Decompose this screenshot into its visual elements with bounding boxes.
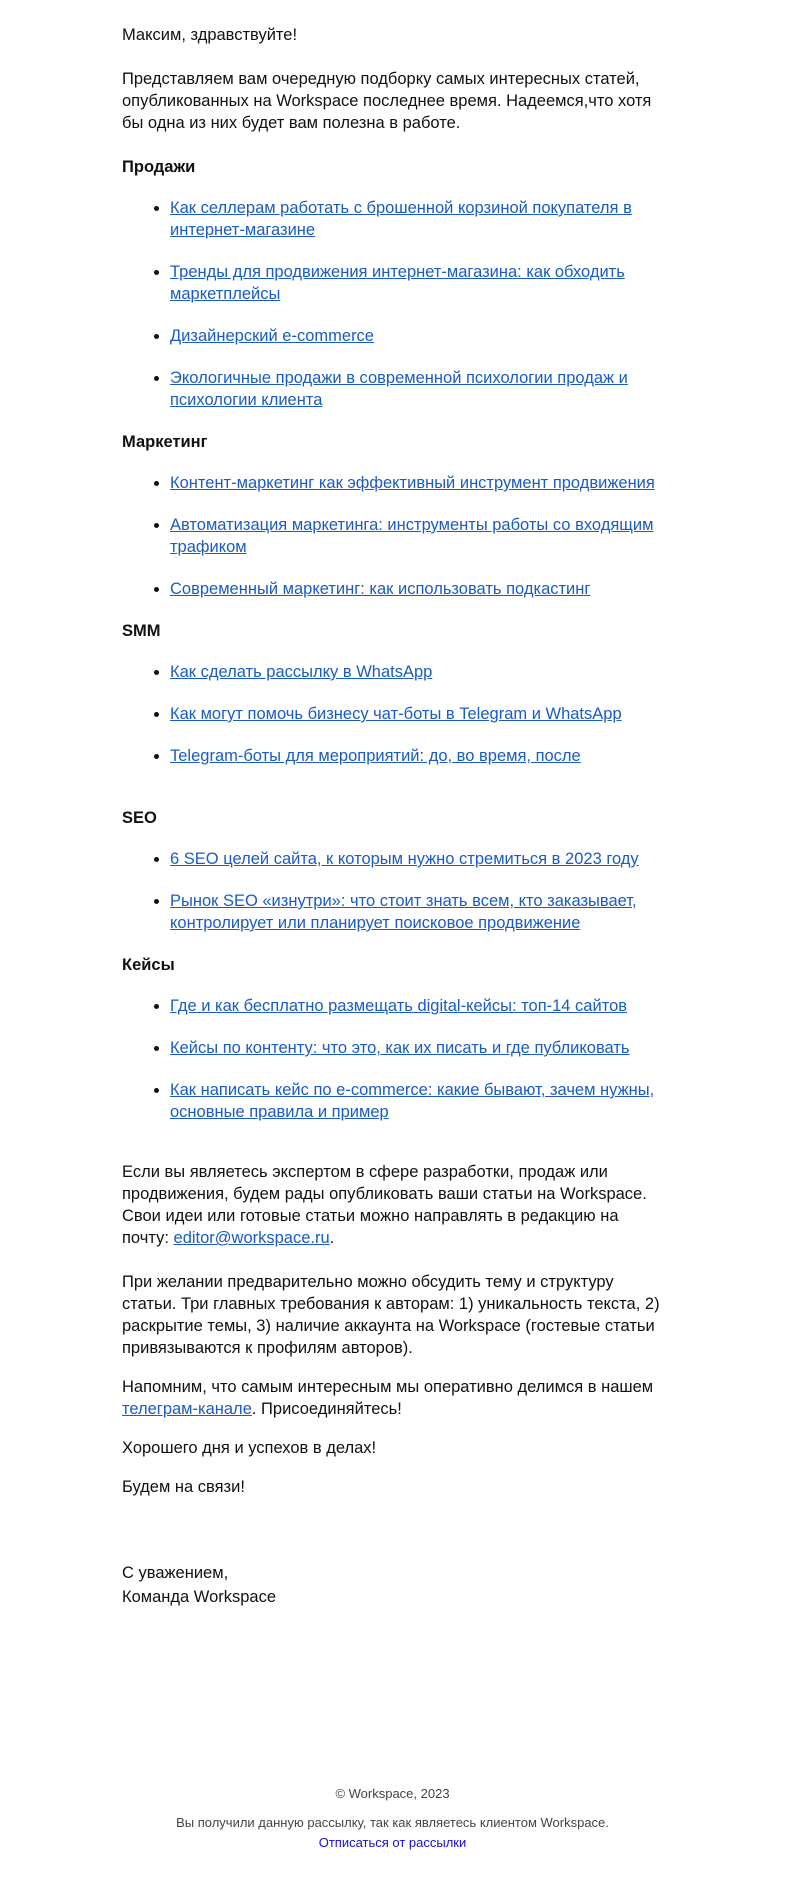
list-item: [170, 197, 667, 241]
article-link[interactable]: 6 SEO целей сайта, к которым нужно стремиться в 2023 году: [170, 850, 639, 868]
requirements-paragraph: При желании предварительно можно обсудить тему и структуру статьи. Три главных требования к авторам: 1) уникальность текста, 2) раскрытие темы, 3) наличие аккаунта на Workspace (гостевые статьи привязываются к профилям авторов).: [122, 1273, 660, 1357]
section-title-smm: SMM: [122, 622, 161, 640]
signature-line-2: Команда Workspace: [122, 1588, 277, 1606]
list-item: [170, 514, 667, 558]
signature-line-1: С уважением,: [122, 1564, 229, 1582]
expert-paragraph: [122, 1161, 667, 1249]
section-title-cases: Кейсы: [122, 956, 175, 974]
intro-text: Представляем вам очередную подборку самых интересных статей, опубликованных на Workspace последнее время. Надеемся,что хотя бы одна из них будет вам полезна в работе.: [122, 70, 652, 132]
list-item: [170, 848, 667, 870]
article-link[interactable]: Тренды для продвижения интернет-магазина: как обходить маркетплейсы: [170, 263, 625, 303]
greeting-text: Максим, здравствуйте!: [122, 26, 298, 44]
list-item: [170, 995, 667, 1017]
list-item: [170, 890, 667, 934]
unsubscribe-link[interactable]: Отписаться от рассылки: [318, 1835, 467, 1850]
article-link[interactable]: Рынок SEO «изнутри»: что стоит знать всем, кто заказывает, контролирует или планирует поисковое продвижение: [170, 892, 637, 932]
article-link[interactable]: Экологичные продажи в современной психологии продаж и психологии клиента: [170, 369, 628, 409]
section-title-seo: SEO: [122, 809, 157, 827]
article-list-seo: [122, 848, 667, 934]
editor-email-link[interactable]: editor@workspace.ru: [173, 1229, 330, 1247]
article-list-marketing: [122, 472, 667, 600]
list-item: [170, 661, 667, 683]
list-item: [170, 1079, 667, 1123]
list-item: [170, 325, 667, 347]
keep-in-touch-text: Будем на связи!: [122, 1478, 245, 1496]
article-link[interactable]: Telegram-боты для мероприятий: до, во время, после: [170, 747, 581, 765]
section-title-sales: Продажи: [122, 158, 196, 176]
telegram-channel-link[interactable]: телеграм-канале: [122, 1400, 252, 1418]
email-body: [122, 24, 667, 1609]
article-link[interactable]: Как селлерам работать с брошенной корзиной покупателя в интернет-магазине: [170, 199, 632, 239]
telegram-paragraph: [122, 1376, 667, 1420]
unsubscribe-container: [0, 1835, 785, 1850]
section-title-marketing: Маркетинг: [122, 433, 208, 451]
telegram-prefix: Напомним, что самым интересным мы оперативно делимся в нашем: [122, 1378, 654, 1396]
list-item: [170, 367, 667, 411]
article-link[interactable]: Как сделать рассылку в WhatsApp: [170, 663, 433, 681]
spacer: [122, 787, 667, 807]
article-link[interactable]: Современный маркетинг: как использовать подкастинг: [170, 580, 591, 598]
footer-note: Вы получили данную рассылку, так как являетесь клиентом Workspace.: [176, 1815, 609, 1830]
list-item: [170, 578, 667, 600]
article-link[interactable]: Дизайнерский e-commerce: [170, 327, 374, 345]
wish-text: Хорошего дня и успехов в делах!: [122, 1439, 377, 1457]
article-link[interactable]: Автоматизация маркетинга: инструменты работы со входящим трафиком: [170, 516, 654, 556]
list-item: [170, 261, 667, 305]
list-item: [170, 472, 667, 494]
article-link[interactable]: Как могут помочь бизнесу чат-боты в Telegram и WhatsApp: [170, 705, 622, 723]
article-list-cases: [122, 995, 667, 1123]
list-item: [170, 703, 667, 725]
article-list-sales: [122, 197, 667, 411]
signature: [122, 1561, 667, 1609]
telegram-suffix: . Присоединяйтесь!: [251, 1400, 402, 1418]
expert-text: Если вы являетесь экспертом в сфере разработки, продаж или продвижения, будем рады опубликовать ваши статьи на Workspace. Свои идеи или готовые статьи можно направлять в редакцию на почту:: [122, 1163, 647, 1247]
list-item: [170, 1037, 667, 1059]
article-link[interactable]: Где и как бесплатно размещать digital-кейсы: топ-14 сайтов: [170, 997, 628, 1015]
article-list-smm: [122, 661, 667, 767]
article-link[interactable]: Как написать кейс по e-commerce: какие бывают, зачем нужны, основные правила и пример: [170, 1081, 655, 1121]
list-item: [170, 745, 667, 767]
article-link[interactable]: Контент-маркетинг как эффективный инструмент продвижения: [170, 474, 655, 492]
footer-copyright: © Workspace, 2023: [335, 1786, 450, 1801]
article-link[interactable]: Кейсы по контенту: что это, как их писать и где публиковать: [170, 1039, 630, 1057]
expert-text-suffix: .: [329, 1229, 335, 1247]
